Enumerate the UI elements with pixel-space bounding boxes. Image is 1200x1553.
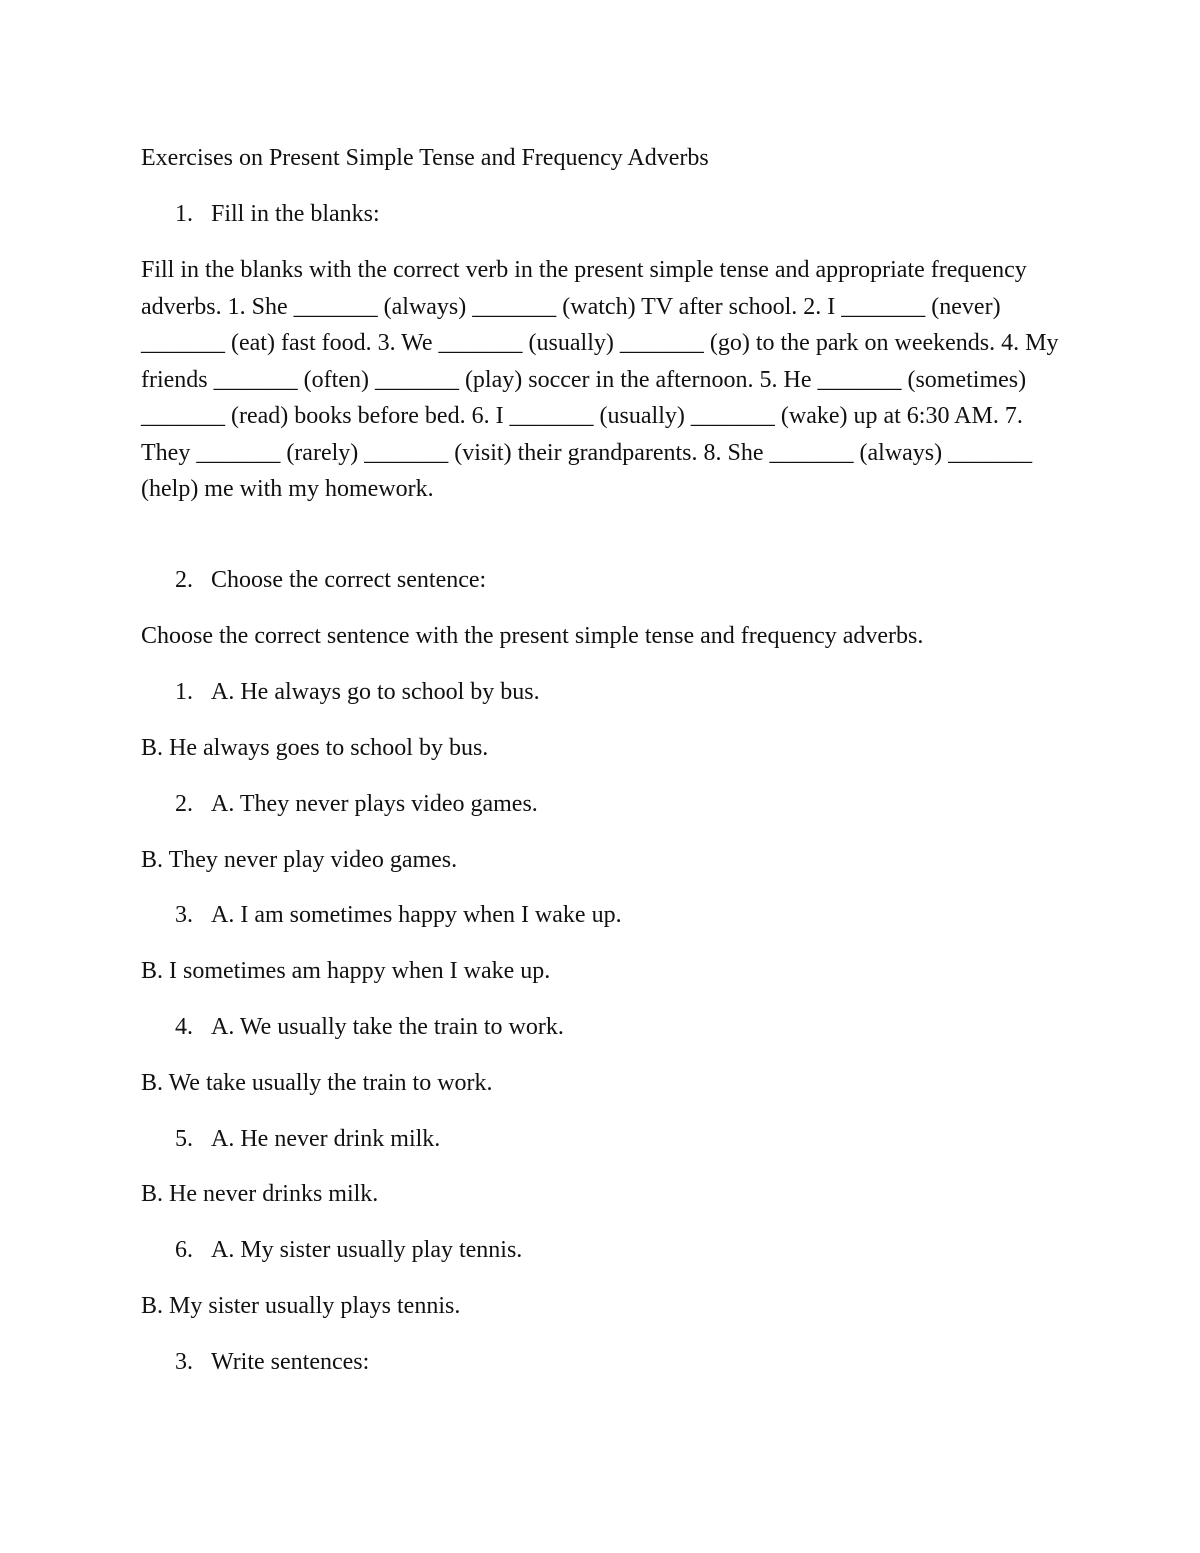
choice-item-2-number: 2. — [175, 791, 193, 817]
choice-item-6-number: 6. — [175, 1237, 193, 1263]
section1-number: 1. — [175, 201, 193, 227]
section2-heading-text: Choose the correct sentence: — [211, 567, 487, 593]
section2-heading — [175, 562, 486, 598]
section3-heading-text: Write sentences: — [211, 1349, 370, 1375]
choice-item-3-a — [175, 897, 622, 933]
choice-item-1-number: 1. — [175, 679, 193, 705]
choice-item-2-option-a: A. They never plays video games. — [211, 791, 538, 817]
document-title: Exercises on Present Simple Tense and Frequency Adverbs — [141, 145, 709, 171]
choice-item-5-number: 5. — [175, 1126, 193, 1152]
choice-item-1-a — [175, 674, 540, 710]
choice-item-6-option-a: A. My sister usually play tennis. — [211, 1237, 523, 1263]
section2-number: 2. — [175, 567, 193, 593]
choice-item-4-option-b: B. We take usually the train to work. — [141, 1070, 493, 1096]
section3-number: 3. — [175, 1349, 193, 1375]
section1-body: Fill in the blanks with the correct verb in the present simple tense and appropriate frequency adverbs. 1. She _______ (always) _______ (watch) TV after school. 2. I _______ (never) _______ (eat) fast food. 3. We _______ (usually) _______ (go) to the park on weekends. 4. My friends _______ (often) _______ (play) soccer in the afternoon. 5. He _______ (sometimes) _______ (read) books before bed. 6. I _______ (usually) _______ (wake) up at 6:30 AM. 7. They _______ (rarely) _______ (visit) their grandparents. 8. She _______ (always) _______ (help) me with my homework. — [141, 257, 1059, 502]
choice-item-6-a — [175, 1232, 522, 1268]
section1-heading — [175, 196, 380, 232]
choice-item-4-number: 4. — [175, 1014, 193, 1040]
section1-heading-text: Fill in the blanks: — [211, 201, 380, 227]
choice-item-5-option-a: A. He never drink milk. — [211, 1126, 441, 1152]
choice-item-1-option-a: A. He always go to school by bus. — [211, 679, 540, 705]
section2-intro: Choose the correct sentence with the present simple tense and frequency adverbs. — [141, 623, 924, 649]
choice-item-3-option-b: B. I sometimes am happy when I wake up. — [141, 958, 551, 984]
choice-item-4-option-a: A. We usually take the train to work. — [211, 1014, 564, 1040]
choice-item-1-option-b: B. He always goes to school by bus. — [141, 735, 489, 761]
choice-item-3-number: 3. — [175, 902, 193, 928]
choice-item-2-a — [175, 786, 538, 822]
choice-item-5-a — [175, 1121, 440, 1157]
choice-item-5-option-b: B. He never drinks milk. — [141, 1181, 379, 1207]
choice-item-2-option-b: B. They never play video games. — [141, 847, 458, 873]
choice-item-4-a — [175, 1009, 564, 1045]
section3-heading — [175, 1344, 369, 1380]
choice-item-3-option-a: A. I am sometimes happy when I wake up. — [211, 902, 622, 928]
choice-item-6-option-b: B. My sister usually plays tennis. — [141, 1293, 461, 1319]
